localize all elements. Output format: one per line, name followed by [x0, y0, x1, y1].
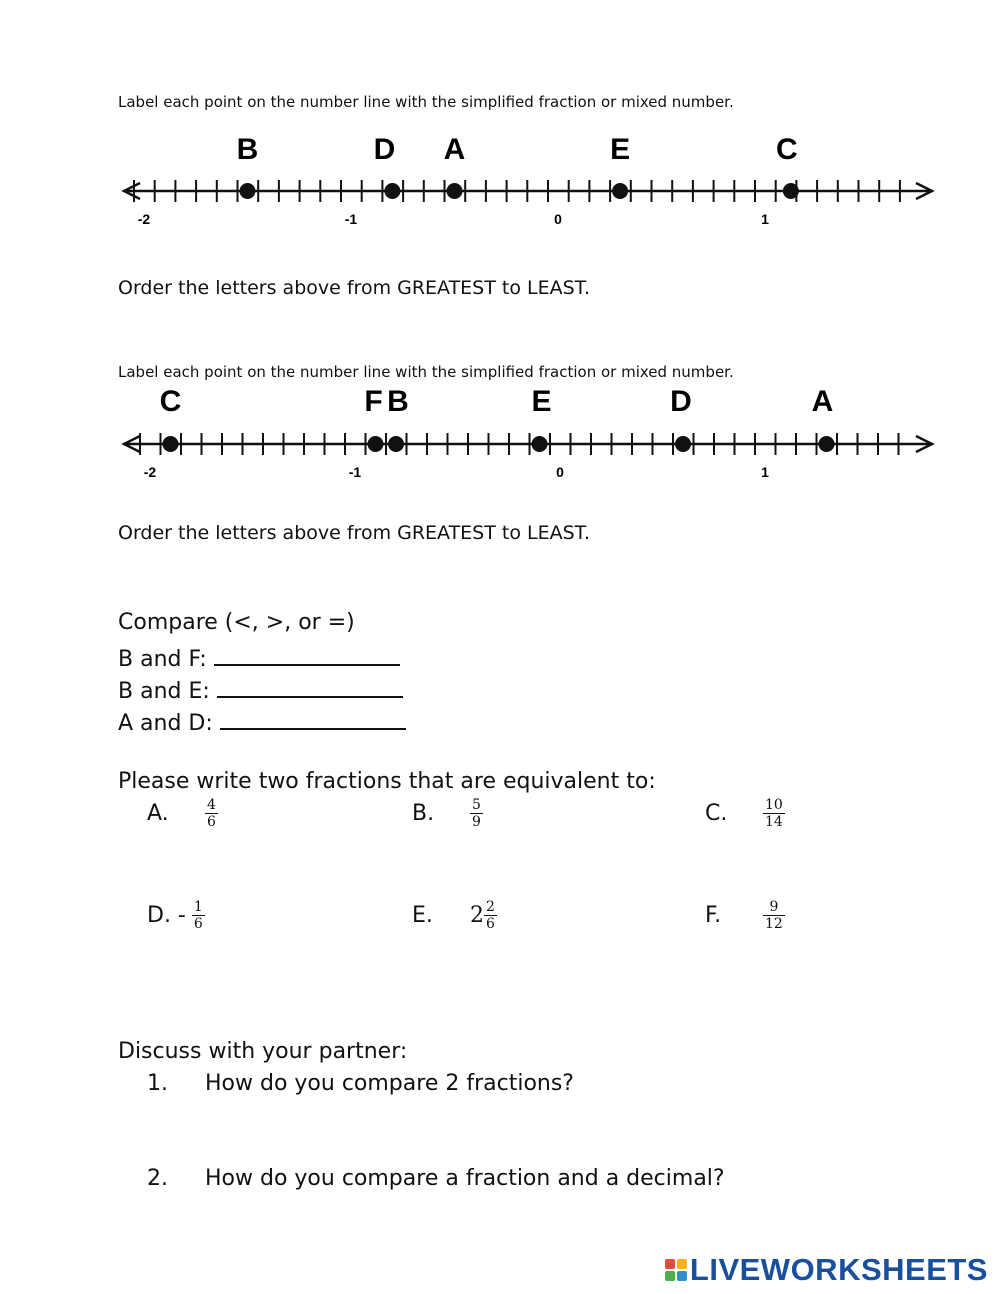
- equivalent-label: B.: [412, 801, 435, 827]
- equivalent-item-d: [147, 900, 205, 931]
- fraction: $\frac{1}{6}$: [193, 899, 203, 932]
- fraction: $\frac{10}{14}$: [765, 797, 783, 830]
- fraction: $\frac{5}{9}$: [472, 797, 481, 830]
- point-d: [675, 436, 691, 452]
- point-letter-c: C: [776, 133, 798, 166]
- equivalent-item-a: [147, 798, 218, 829]
- equivalent-label: D. -: [147, 903, 186, 929]
- compare-row-be: [118, 674, 403, 704]
- point-c: [783, 183, 799, 199]
- point-letter-f: F: [364, 385, 383, 418]
- fraction: $\frac{9}{12}$: [765, 899, 783, 932]
- question-number: 1.: [147, 1071, 168, 1096]
- equivalent-label: A.: [147, 801, 169, 827]
- compare-label: B and F:: [118, 647, 207, 672]
- discuss-question-2: [147, 1166, 725, 1191]
- tick-label: 1: [761, 464, 769, 480]
- order-prompt-1: Order the letters above from GREATEST to LEAST.: [118, 277, 591, 299]
- discuss-title: Discuss with your partner:: [118, 1039, 408, 1064]
- compare-answer-blank[interactable]: [217, 674, 403, 698]
- point-c: [163, 436, 179, 452]
- equivalent-title: Please write two fractions that are equivalent to:: [118, 769, 656, 794]
- point-a: [819, 436, 835, 452]
- point-e: [532, 436, 548, 452]
- compare-answer-blank[interactable]: [214, 642, 400, 666]
- tick-label: 1: [761, 211, 769, 227]
- question-number: 2.: [147, 1166, 168, 1191]
- order-prompt-2: Order the letters above from GREATEST to LEAST.: [118, 522, 591, 544]
- point-letter-d: D: [670, 385, 692, 418]
- equivalent-label: C.: [705, 801, 728, 827]
- number-line-2: [110, 380, 950, 490]
- point-b: [388, 436, 404, 452]
- logo-text: LIVEWORKSHEETS: [689, 1252, 988, 1287]
- compare-answer-blank[interactable]: [220, 706, 406, 730]
- compare-row-bf: [118, 642, 400, 672]
- compare-title: Compare (<, >, or =): [118, 610, 355, 635]
- equivalent-item-c: [705, 798, 785, 829]
- equivalent-item-b: [412, 798, 483, 829]
- point-letter-a: A: [443, 133, 466, 166]
- logo-blocks-icon: [664, 1258, 688, 1282]
- compare-label: B and E:: [118, 679, 210, 704]
- tick-label: 0: [554, 211, 562, 227]
- liveworksheets-logo[interactable]: [664, 1252, 988, 1288]
- equivalent-label: E.: [412, 903, 433, 929]
- point-letter-c: C: [159, 385, 182, 418]
- point-d: [384, 183, 400, 199]
- equivalent-item-e: [412, 900, 497, 931]
- point-b: [240, 183, 256, 199]
- tick-label: -2: [137, 211, 151, 227]
- point-letter-b: B: [236, 133, 259, 166]
- point-letter-e: E: [610, 133, 631, 166]
- compare-row-ad: [118, 706, 406, 736]
- point-letter-d: D: [373, 133, 396, 166]
- question-text: How do you compare a fraction and a decimal?: [205, 1166, 725, 1191]
- point-letter-b: B: [387, 385, 409, 418]
- equivalent-item-f: [705, 900, 785, 931]
- tick-label: -2: [143, 464, 157, 480]
- number-line-1: [110, 125, 950, 240]
- instruction-1: Label each point on the number line with the simplified fraction or mixed number.: [118, 93, 734, 111]
- tick-label: -1: [344, 211, 358, 227]
- compare-label: A and D:: [118, 711, 213, 736]
- point-e: [612, 183, 628, 199]
- mixed-whole: 2: [470, 903, 484, 929]
- question-text: How do you compare 2 fractions?: [205, 1071, 574, 1096]
- point-letter-e: E: [531, 385, 552, 418]
- fraction: $\frac{2}{6}$: [486, 899, 495, 932]
- instruction-2: Label each point on the number line with the simplified fraction or mixed number.: [118, 363, 734, 381]
- tick-label: 0: [556, 464, 564, 480]
- equivalent-label: F.: [705, 903, 722, 929]
- tick-label: -1: [348, 464, 362, 480]
- point-a: [447, 183, 463, 199]
- point-f: [368, 436, 384, 452]
- fraction: $\frac{4}{6}$: [207, 797, 216, 830]
- point-letter-a: A: [811, 385, 834, 418]
- discuss-question-1: [147, 1071, 574, 1096]
